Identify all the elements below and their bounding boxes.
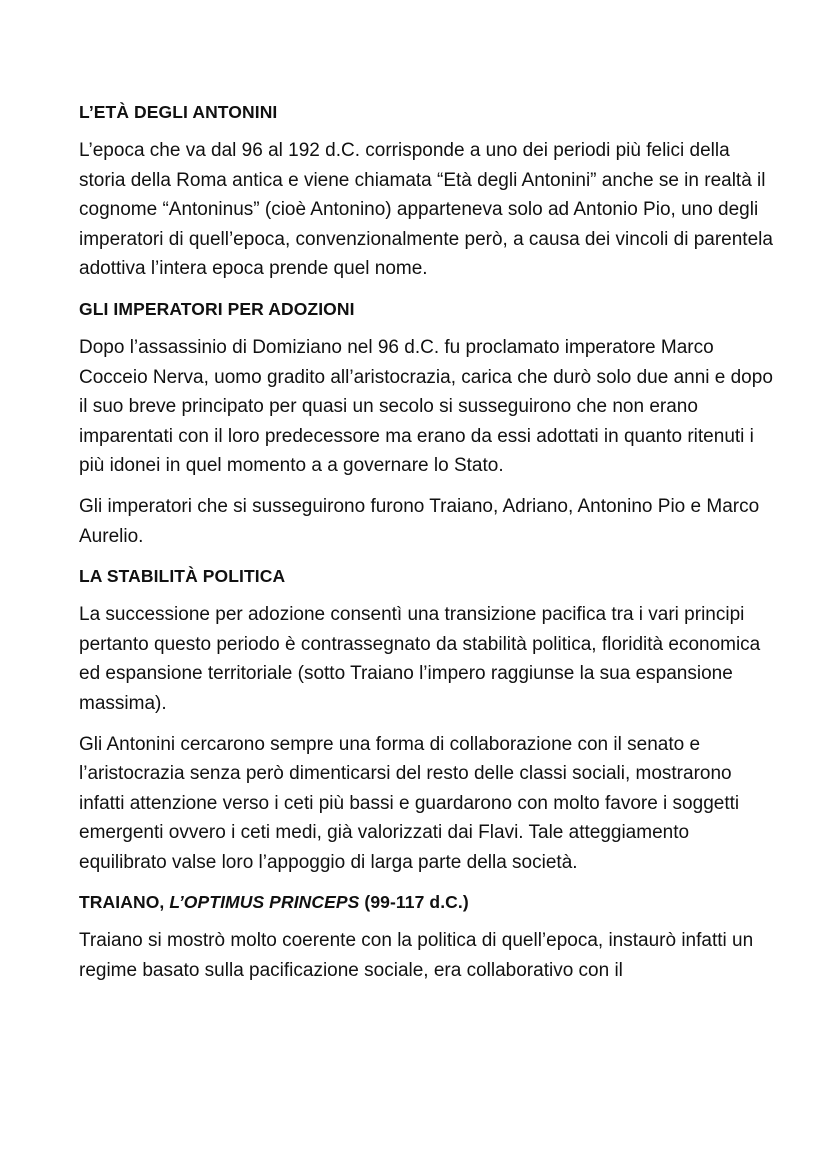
- paragraph: Gli imperatori che si susseguirono furono Traiano, Adriano, Antonino Pio e Marco Aurelio.: [79, 495, 760, 547]
- heading-part: (99-117 d.C.): [359, 892, 469, 913]
- section-heading-imperatori-adozioni: GLI IMPERATORI PER ADOZIONI: [79, 298, 355, 319]
- paragraph: L’epoca che va dal 96 al 192 d.C. corrisponde a uno dei periodi più felici della storia della Roma antica e viene chiamata “Età degli Antonini” anche se in realtà il cognome “Antoninus” (cioè Antonino) apparteneva solo ad Antonio Pio, uno degli imperatori di quell’epoca, convenzionalmente però, a causa dei vincoli di parentela adottiva l’intera epoca prende quel nome.: [79, 140, 773, 280]
- paragraph: Gli Antonini cercarono sempre una forma di collaborazione con il senato e l’aristocrazia senza però dimenticarsi del resto delle classi sociali, mostrarono infatti attenzione verso i ceti più bassi e guardarono con molto favore i soggetti emergenti ovvero i ceti medi, già valorizzati dai Flavi. Tale atteggiamento equilibrato valse loro l’appoggio di larga parte della società.: [79, 733, 740, 873]
- paragraph: Traiano si mostrò molto coerente con la politica di quell’epoca, instaurò infatti un regime basato sulla pacificazione sociale, era collaborativo con il: [79, 930, 754, 982]
- document-page: [79, 100, 779, 997]
- heading-part: TRAIANO,: [79, 892, 170, 913]
- paragraph: Dopo l’assassinio di Domiziano nel 96 d.C. fu proclamato imperatore Marco Cocceio Nerva, uomo gradito all’aristocrazia, carica che durò solo due anni e dopo il suo breve principato per quasi un secolo si susseguirono che non erano imparentati con il loro predecessore ma erano da essi adottati in quanto ritenuti i più idonei in quel momento a a governare lo Stato.: [79, 336, 773, 477]
- section-heading-traiano: [79, 890, 779, 914]
- heading-italic-part: L’OPTIMUS PRINCEPS: [169, 892, 360, 913]
- section-heading-eta-antonini: L’ETÀ DEGLI ANTONINI: [79, 102, 278, 122]
- section-heading-stabilita-politica: LA STABILITÀ POLITICA: [79, 566, 286, 587]
- paragraph: La successione per adozione consentì una transizione pacifica tra i vari principi pertanto questo periodo è contrassegnato da stabilità politica, floridità economica ed espansione territoriale (sotto Traiano l’impero raggiunse la sua espansione massima).: [79, 604, 761, 714]
